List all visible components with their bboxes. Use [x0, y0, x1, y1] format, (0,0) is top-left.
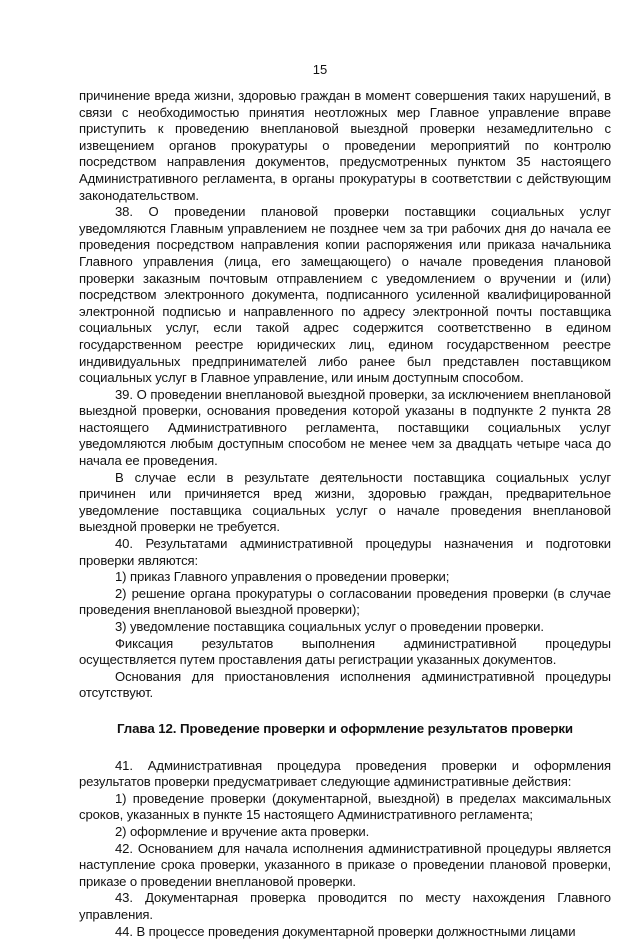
- paragraph: Фиксация результатов выполнения административной процедуры осуществляется путем проставления даты регистрации указанных документов.: [79, 636, 611, 669]
- list-item: 1) проведение проверки (документарной, выездной) в пределах максимальных сроков, указанных в пункте 15 настоящего Административного регламента;: [79, 791, 611, 824]
- paragraph: 43. Документарная проверка проводится по месту нахождения Главного управления.: [79, 890, 611, 923]
- list-item: 3) уведомление поставщика социальных услуг о проведении проверки.: [79, 619, 611, 636]
- paragraph: 39. О проведении внеплановой выездной проверки, за исключением внеплановой выездной проверки, основания проведения которой указаны в подпункте 2 пункта 28 настоящего Административного регламента, поставщики социальных услуг уведомляются любым доступным способом не менее чем за двадцать четыре часа до начала ее проведения.: [79, 387, 611, 470]
- list-item: 2) решение органа прокуратуры о согласовании проведения проверки (в случае проведения внеплановой выездной проверки);: [79, 586, 611, 619]
- paragraph: Основания для приостановления исполнения административной процедуры отсутствуют.: [79, 669, 611, 702]
- paragraph: причинение вреда жизни, здоровью граждан в момент совершения таких нарушений, в связи с необходимостью принятия неотложных мер Главное управление вправе приступить к проведению внеплановой выездной проверки незамедлительно с извещением органов прокуратуры о проведении мероприятий по контролю посредством направления документов, предусмотренных пунктом 35 настоящего Административного регламента, в органы прокуратуры в соответствии с действующим законодательством.: [79, 88, 611, 204]
- paragraph: В случае если в результате деятельности поставщика социальных услуг причинен или причиняется вред жизни, здоровью граждан, предварительное уведомление поставщика социальных услуг о начале проведения внеплановой выездной проверки не требуется.: [79, 470, 611, 536]
- list-item: 2) оформление и вручение акта проверки.: [79, 824, 611, 841]
- page-number: 15: [0, 62, 640, 77]
- paragraph: 41. Административная процедура проведения проверки и оформления результатов проверки предусматривает следующие административные действия:: [79, 758, 611, 791]
- chapter-heading: Глава 12. Проведение проверки и оформление результатов проверки: [79, 721, 611, 738]
- document-body: [79, 88, 611, 940]
- paragraph: 38. О проведении плановой проверки поставщики социальных услуг уведомляются Главным управлением не позднее чем за три рабочих дня до начала ее проведения посредством направления копии распоряжения или приказа начальника Главного управления (лица, его замещающего) о начале проведения плановой проверки заказным почтовым отправлением с уведомлением о вручении и (или) посредством электронного документа, подписанного усиленной квалифицированной электронной подписью и направленного по адресу электронной почты поставщика социальных услуг, если такой адрес содержится соответственно в едином государственном реестре юридических лиц, едином государственном реестре индивидуальных предпринимателей либо ранее был представлен поставщиком социальных услуг в Главное управление, или иным доступным способом.: [79, 204, 611, 387]
- paragraph: 42. Основанием для начала исполнения административной процедуры является наступление срока проверки, указанного в приказе о проведении плановой проверки, приказе о проведении внеплановой проверки.: [79, 841, 611, 891]
- list-item: 1) приказ Главного управления о проведении проверки;: [79, 569, 611, 586]
- paragraph: 44. В процессе проведения документарной проверки должностными лицами: [79, 924, 611, 940]
- paragraph: 40. Результатами административной процедуры назначения и подготовки проверки являются:: [79, 536, 611, 569]
